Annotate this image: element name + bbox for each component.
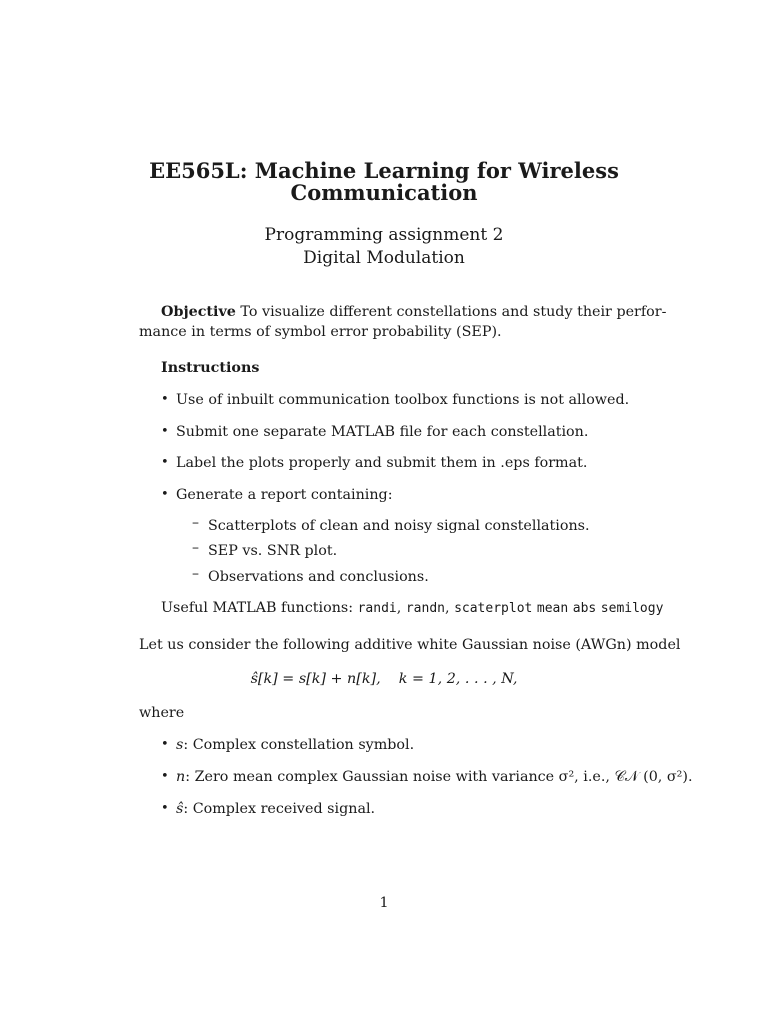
- instruction-subitem: Scatterplots of clean and noisy signal constellations.: [208, 518, 590, 534]
- bullet-icon: •: [161, 487, 169, 502]
- function-scaterplot: scaterplot: [454, 601, 533, 616]
- dash-icon: –: [192, 540, 199, 556]
- title-line-2: Communication: [290, 180, 478, 205]
- definition-n: [176, 767, 693, 787]
- dash-icon: –: [192, 515, 199, 531]
- definition-text: : Complex constellation symbol.: [183, 737, 415, 753]
- definition-s: [176, 735, 414, 755]
- bullet-icon: •: [161, 801, 169, 816]
- page-number: 1: [379, 895, 389, 911]
- subtitle-line-1: Programming assignment 2: [264, 225, 504, 245]
- definition-s-hat: [176, 799, 375, 819]
- bullet-icon: •: [161, 392, 169, 407]
- subtitle-line-2: Digital Modulation: [303, 248, 465, 268]
- model-intro: Let us consider the following additive white Gaussian noise (AWGn) model: [139, 637, 681, 653]
- definition-text: : Zero mean complex Gaussian noise with variance σ², i.e., 𝒞𝒩 (0, σ²).: [185, 769, 693, 785]
- function-semilogy: semilogy: [600, 601, 664, 616]
- definition-text: : Complex received signal.: [183, 801, 376, 817]
- bullet-icon: •: [161, 424, 169, 439]
- instruction-item: Use of inbuilt communication toolbox functions is not allowed.: [176, 392, 630, 408]
- instruction-subitem: Observations and conclusions.: [208, 569, 429, 585]
- objective-line-2: mance in terms of symbol error probability (SEP).: [139, 324, 502, 340]
- instructions-heading: Instructions: [161, 360, 260, 376]
- instruction-item: Label the plots properly and submit them in .eps format.: [176, 455, 588, 471]
- title-line-1: EE565L: Machine Learning for Wireless: [149, 158, 619, 183]
- useful-functions-line: Useful MATLAB functions: randi, randn, scaterplot mean abs semilogy: [161, 600, 664, 616]
- bullet-icon: •: [161, 455, 169, 470]
- objective-line-1: [161, 302, 666, 322]
- function-abs: abs: [572, 601, 597, 616]
- function-mean: mean: [536, 601, 569, 616]
- objective-text-1: To visualize different constellations and study their perfor-: [240, 304, 667, 320]
- instruction-item: Generate a report containing:: [176, 487, 393, 503]
- function-randi: randi: [357, 601, 397, 616]
- bullet-icon: •: [161, 769, 169, 784]
- function-randn: randn: [405, 601, 445, 616]
- awgn-equation: ŝ[k] = s[k] + n[k], k = 1, 2, . . . , N,: [250, 671, 518, 687]
- where-text: where: [139, 705, 185, 721]
- dash-icon: –: [192, 566, 199, 582]
- instruction-subitem: SEP vs. SNR plot.: [208, 543, 338, 559]
- definition-symbol: n: [176, 769, 186, 785]
- bullet-icon: •: [161, 737, 169, 752]
- functions-label: Useful MATLAB functions:: [161, 600, 354, 616]
- definition-symbol: ŝ: [176, 801, 184, 817]
- objective-label: Objective: [161, 304, 236, 320]
- instruction-item: Submit one separate MATLAB file for each constellation.: [176, 424, 589, 440]
- definition-symbol: s: [176, 737, 184, 753]
